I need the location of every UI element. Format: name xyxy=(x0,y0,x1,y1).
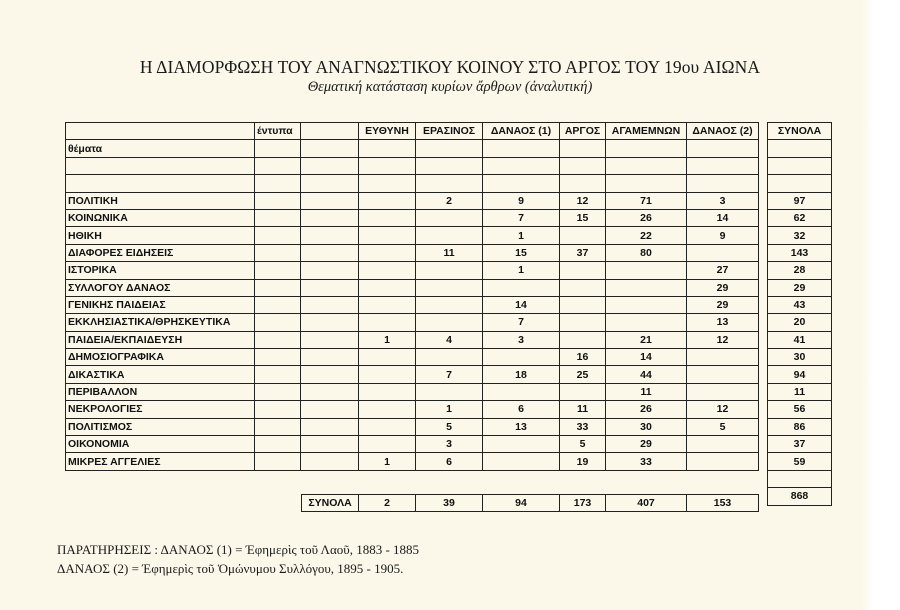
blank-cell xyxy=(768,140,832,157)
table-row xyxy=(66,349,759,366)
table-row xyxy=(66,192,759,209)
value-cell xyxy=(606,262,687,279)
blank-cell xyxy=(301,209,359,226)
topic-label: ΝΕΚΡΟΛΟΓΙΕΣ xyxy=(66,401,255,418)
totals-label: ΣΥΝΟΛΑ xyxy=(302,495,359,512)
row-total-cell: 20 xyxy=(768,314,832,331)
blank-cell xyxy=(301,192,359,209)
value-cell: 80 xyxy=(606,244,687,261)
blank-cell xyxy=(768,175,832,192)
value-cell: 37 xyxy=(560,244,606,261)
page-subtitle: Θεματική κατάσταση κυρίων ἄρθρων (ἀναλυτική) xyxy=(307,79,593,95)
value-cell xyxy=(359,227,416,244)
value-cell xyxy=(606,279,687,296)
total-cell: 407 xyxy=(606,495,687,512)
value-cell xyxy=(560,331,606,348)
value-cell: 11 xyxy=(606,383,687,400)
topic-label: ΠΟΛΙΤΙΚΗ xyxy=(66,192,255,209)
value-cell xyxy=(359,279,416,296)
topic-label: ΓΕΝΙΚΗΣ ΠΑΙΔΕΙΑΣ xyxy=(66,296,255,313)
value-cell xyxy=(416,314,483,331)
row-total-row xyxy=(768,279,832,296)
column-header: ΕΥΘΥΝΗ xyxy=(359,123,416,140)
value-cell: 21 xyxy=(606,331,687,348)
row-total-cell: 62 xyxy=(768,209,832,226)
value-cell xyxy=(560,314,606,331)
value-cell: 11 xyxy=(560,401,606,418)
blank-cell xyxy=(301,244,359,261)
value-cell xyxy=(560,279,606,296)
value-cell xyxy=(359,209,416,226)
value-cell xyxy=(687,383,759,400)
value-cell xyxy=(416,262,483,279)
blank-cell xyxy=(301,383,359,400)
value-cell xyxy=(560,383,606,400)
table-row xyxy=(66,209,759,226)
blank-cell xyxy=(768,470,832,487)
row-total-cell: 43 xyxy=(768,296,832,313)
row-total-cell: 11 xyxy=(768,383,832,400)
blank-cell xyxy=(255,436,301,453)
value-cell: 26 xyxy=(606,401,687,418)
topic-label: ΔΙΚΑΣΤΙΚΑ xyxy=(66,366,255,383)
value-cell xyxy=(359,296,416,313)
value-cell: 16 xyxy=(560,349,606,366)
corner-cell xyxy=(66,123,255,140)
value-cell: 6 xyxy=(483,401,560,418)
value-cell: 13 xyxy=(483,418,560,435)
value-cell: 5 xyxy=(416,418,483,435)
value-cell: 5 xyxy=(687,418,759,435)
value-cell xyxy=(687,349,759,366)
value-cell: 15 xyxy=(483,244,560,261)
value-cell xyxy=(483,349,560,366)
value-cell: 12 xyxy=(687,331,759,348)
value-cell: 33 xyxy=(606,453,687,470)
row-total-row xyxy=(768,401,832,418)
blank-cell xyxy=(301,436,359,453)
value-cell: 5 xyxy=(560,436,606,453)
blank-cell xyxy=(255,453,301,470)
topic-label: ΟΙΚΟΝΟΜΙΑ xyxy=(66,436,255,453)
blank-cell xyxy=(255,401,301,418)
value-cell: 18 xyxy=(483,366,560,383)
column-totals-table xyxy=(301,494,759,512)
table-row xyxy=(66,418,759,435)
value-cell: 7 xyxy=(483,209,560,226)
value-cell: 19 xyxy=(560,453,606,470)
blank-cell xyxy=(255,262,301,279)
value-cell: 6 xyxy=(416,453,483,470)
total-cell: 2 xyxy=(359,495,416,512)
value-cell: 3 xyxy=(687,192,759,209)
totals-row xyxy=(302,495,759,512)
value-cell xyxy=(560,227,606,244)
value-cell: 1 xyxy=(483,262,560,279)
value-cell: 11 xyxy=(416,244,483,261)
row-total-row xyxy=(768,383,832,400)
header-row xyxy=(66,123,759,140)
blank-row xyxy=(66,175,759,192)
column-header-totals: ΣΥΝΟΛΑ xyxy=(768,123,832,140)
value-cell: 33 xyxy=(560,418,606,435)
value-cell xyxy=(359,244,416,261)
row-total-cell: 28 xyxy=(768,262,832,279)
value-cell: 1 xyxy=(359,453,416,470)
total-cell: 173 xyxy=(560,495,606,512)
row-total-row xyxy=(768,331,832,348)
blank-cell xyxy=(255,227,301,244)
value-cell: 22 xyxy=(606,227,687,244)
row-total-cell: 41 xyxy=(768,331,832,348)
footnote-danaos-1: ΠΑΡΑΤΗΡΗΣΕΙΣ : ΔΑΝΑΟΣ (1) = Έφημερὶς τοῦ Λαοῦ, 1883 - 1885 xyxy=(57,542,420,557)
value-cell: 13 xyxy=(687,314,759,331)
value-cell xyxy=(416,209,483,226)
value-cell: 44 xyxy=(606,366,687,383)
value-cell: 71 xyxy=(606,192,687,209)
topic-label: ΚΟΙΝΩΝΙΚΑ xyxy=(66,209,255,226)
blank-cell xyxy=(301,453,359,470)
column-header: ΑΡΓΟΣ xyxy=(560,123,606,140)
table-row xyxy=(66,383,759,400)
value-cell: 3 xyxy=(416,436,483,453)
topic-label: ΕΚΚΛΗΣΙΑΣΤΙΚΑ/ΘΡΗΣΚΕΥΤΙΚΑ xyxy=(66,314,255,331)
blank-cell xyxy=(301,296,359,313)
value-cell: 26 xyxy=(606,209,687,226)
value-cell: 9 xyxy=(483,192,560,209)
blank-cell xyxy=(255,366,301,383)
row-totals-table xyxy=(767,122,832,506)
blank-cell xyxy=(255,383,301,400)
value-cell xyxy=(359,349,416,366)
topic-label: ΗΘΙΚΗ xyxy=(66,227,255,244)
topic-label: ΜΙΚΡΕΣ ΑΓΓΕΛΙΕΣ xyxy=(66,453,255,470)
table-row xyxy=(66,453,759,470)
row-total-row xyxy=(768,296,832,313)
column-header-blank xyxy=(301,123,359,140)
blank-cell xyxy=(301,349,359,366)
row-total-cell: 29 xyxy=(768,279,832,296)
blank-cell xyxy=(301,401,359,418)
table-row xyxy=(66,436,759,453)
row-total-row xyxy=(768,244,832,261)
value-cell: 7 xyxy=(416,366,483,383)
row-total-cell: 59 xyxy=(768,453,832,470)
row-total-cell: 86 xyxy=(768,418,832,435)
row-total-cell: 56 xyxy=(768,401,832,418)
blank-cell xyxy=(301,262,359,279)
table-row xyxy=(66,262,759,279)
column-header: ΑΓΑΜΕΜΝΩΝ xyxy=(606,123,687,140)
blank-cell xyxy=(301,314,359,331)
row-total-row xyxy=(768,227,832,244)
value-cell: 15 xyxy=(560,209,606,226)
value-cell: 30 xyxy=(606,418,687,435)
blank-cell xyxy=(255,209,301,226)
blank-cell xyxy=(255,192,301,209)
total-cell: 39 xyxy=(416,495,483,512)
value-cell xyxy=(359,314,416,331)
row-total-row xyxy=(768,314,832,331)
value-cell xyxy=(606,296,687,313)
table-row xyxy=(66,244,759,261)
value-cell xyxy=(483,436,560,453)
topics-table xyxy=(65,122,759,471)
value-cell xyxy=(687,244,759,261)
topic-label: ΔΗΜΟΣΙΟΓΡΑΦΙΚΑ xyxy=(66,349,255,366)
table-row xyxy=(66,401,759,418)
value-cell xyxy=(560,296,606,313)
blank-cell xyxy=(255,349,301,366)
row-total-row xyxy=(768,418,832,435)
row-total-cell: 32 xyxy=(768,227,832,244)
topic-label: ΣΥΛΛΟΓΟΥ ΔΑΝΑΟΣ xyxy=(66,279,255,296)
value-cell xyxy=(416,296,483,313)
value-cell xyxy=(359,366,416,383)
blank-row xyxy=(66,157,759,174)
value-cell xyxy=(687,453,759,470)
row-header-row xyxy=(66,140,759,157)
value-cell xyxy=(359,192,416,209)
row-total-cell: 37 xyxy=(768,436,832,453)
blank-cell xyxy=(301,366,359,383)
value-cell: 25 xyxy=(560,366,606,383)
value-cell: 14 xyxy=(687,209,759,226)
value-cell: 29 xyxy=(606,436,687,453)
blank-cell xyxy=(255,331,301,348)
row-total-cell: 94 xyxy=(768,366,832,383)
blank-cell xyxy=(768,157,832,174)
value-cell: 2 xyxy=(416,192,483,209)
value-cell: 14 xyxy=(606,349,687,366)
header-row xyxy=(768,123,832,140)
table-row xyxy=(66,227,759,244)
column-header: ΔΑΝΑΟΣ (1) xyxy=(483,123,560,140)
topic-label: ΠΕΡΙΒΑΛΛΟΝ xyxy=(66,383,255,400)
value-cell xyxy=(359,262,416,279)
row-total-cell: 143 xyxy=(768,244,832,261)
value-cell: 3 xyxy=(483,331,560,348)
value-cell xyxy=(687,436,759,453)
blank-cell xyxy=(255,296,301,313)
row-total-row xyxy=(768,192,832,209)
topic-label: ΔΙΑΦΟΡΕΣ ΕΙΔΗΣΕΙΣ xyxy=(66,244,255,261)
value-cell xyxy=(560,262,606,279)
table-row xyxy=(66,366,759,383)
value-cell: 4 xyxy=(416,331,483,348)
blank-cell xyxy=(301,279,359,296)
grand-total-row xyxy=(768,488,832,505)
value-cell: 29 xyxy=(687,296,759,313)
row-total-row xyxy=(768,453,832,470)
value-cell: 1 xyxy=(359,331,416,348)
value-cell: 14 xyxy=(483,296,560,313)
grand-total-cell: 868 xyxy=(768,488,832,505)
value-cell xyxy=(416,227,483,244)
value-cell: 7 xyxy=(483,314,560,331)
total-cell: 153 xyxy=(687,495,759,512)
footnote-danaos-2: ΔΑΝΑΟΣ (2) = Έφημερὶς τοῦ Ὁμώνυμου Συλλόγου, 1895 - 1905. xyxy=(57,561,404,576)
value-cell xyxy=(359,418,416,435)
value-cell: 27 xyxy=(687,262,759,279)
value-cell xyxy=(687,366,759,383)
table-row xyxy=(66,296,759,313)
value-cell xyxy=(359,436,416,453)
topic-label: ΠΟΛΙΤΙΣΜΟΣ xyxy=(66,418,255,435)
value-cell xyxy=(416,383,483,400)
row-total-row xyxy=(768,349,832,366)
column-header-entypa: έντυπα xyxy=(255,123,301,140)
value-cell xyxy=(483,453,560,470)
value-cell: 12 xyxy=(560,192,606,209)
total-cell: 94 xyxy=(483,495,560,512)
column-header: ΕΡΑΣΙΝΟΣ xyxy=(416,123,483,140)
value-cell: 1 xyxy=(483,227,560,244)
row-total-cell: 30 xyxy=(768,349,832,366)
table-row xyxy=(66,331,759,348)
value-cell xyxy=(483,279,560,296)
row-total-row xyxy=(768,262,832,279)
row-total-row xyxy=(768,436,832,453)
value-cell: 29 xyxy=(687,279,759,296)
topic-label: ΠΑΙΔΕΙΑ/ΕΚΠΑΙΔΕΥΣΗ xyxy=(66,331,255,348)
row-header-themata: θέματα xyxy=(66,140,255,157)
row-total-cell: 97 xyxy=(768,192,832,209)
value-cell xyxy=(606,314,687,331)
value-cell xyxy=(483,383,560,400)
value-cell xyxy=(359,383,416,400)
value-cell xyxy=(359,401,416,418)
blank-cell xyxy=(301,418,359,435)
blank-cell xyxy=(301,227,359,244)
column-header: ΔΑΝΑΟΣ (2) xyxy=(687,123,759,140)
value-cell xyxy=(416,349,483,366)
table-row xyxy=(66,314,759,331)
blank-cell xyxy=(255,244,301,261)
value-cell xyxy=(416,279,483,296)
page-title: Η ΔΙΑΜΟΡΦΩΣΗ ΤΟΥ ΑΝΑΓΝΩΣΤΙΚΟΥ ΚΟΙΝΟΥ ΣΤΟ ΑΡΓΟΣ ΤΟΥ 19ου ΑΙΩΝΑ xyxy=(139,57,761,77)
blank-cell xyxy=(255,418,301,435)
row-total-row xyxy=(768,209,832,226)
blank-cell xyxy=(255,279,301,296)
blank-cell xyxy=(255,314,301,331)
table-row xyxy=(66,279,759,296)
row-total-row xyxy=(768,366,832,383)
blank-cell xyxy=(301,331,359,348)
value-cell: 9 xyxy=(687,227,759,244)
value-cell: 12 xyxy=(687,401,759,418)
topic-label: ΙΣΤΟΡΙΚΑ xyxy=(66,262,255,279)
value-cell: 1 xyxy=(416,401,483,418)
